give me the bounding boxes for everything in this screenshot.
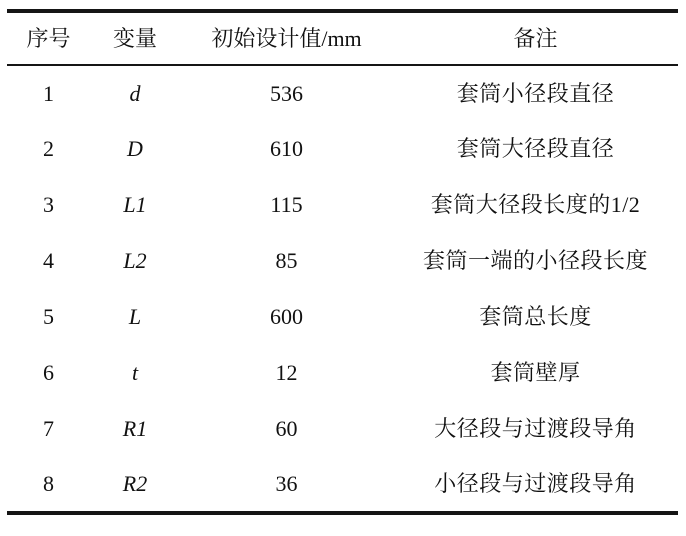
table-row — [7, 233, 678, 289]
cell-remark: 套筒壁厚 — [490, 360, 581, 385]
cell-remark: 大径段与过渡段导角 — [434, 416, 637, 441]
cell-value: 60 — [275, 416, 298, 441]
cell-remark: 套筒大径段直径 — [456, 136, 615, 161]
cell-variable: R1 — [122, 416, 148, 441]
cell-no: 6 — [43, 360, 54, 385]
cell-no: 7 — [43, 416, 54, 441]
header-cell-remark: 备注 — [513, 25, 558, 51]
cell-variable: t — [131, 360, 139, 385]
cell-value: 36 — [275, 471, 298, 496]
cell-value: 610 — [270, 136, 303, 161]
cell-no: 3 — [43, 192, 54, 217]
table-row — [7, 289, 678, 345]
table-row — [7, 457, 678, 513]
cell-value: 600 — [270, 304, 303, 329]
design-parameters-table-container — [7, 9, 678, 515]
table-header — [7, 11, 678, 65]
cell-value: 85 — [275, 248, 298, 273]
cell-variable: L1 — [123, 192, 147, 217]
cell-variable: D — [127, 136, 143, 161]
header-cell-value: 初始设计值/mm — [211, 25, 362, 51]
table-row — [7, 345, 678, 401]
cell-variable: L — [128, 304, 142, 329]
cell-remark: 小径段与过渡段导角 — [434, 471, 637, 496]
cell-variable: R2 — [122, 471, 148, 496]
table-body — [7, 65, 678, 513]
table-row — [7, 401, 678, 457]
table-row — [7, 177, 678, 233]
cell-no: 5 — [43, 304, 54, 329]
cell-no: 1 — [43, 80, 54, 106]
cell-value: 536 — [270, 80, 303, 106]
design-parameters-table — [7, 9, 678, 515]
header-row — [7, 11, 678, 65]
cell-variable: L2 — [123, 248, 147, 273]
cell-remark: 套筒总长度 — [479, 304, 592, 329]
header-cell-var: 变量 — [112, 25, 157, 51]
cell-remark: 套筒一端的小径段长度 — [422, 248, 648, 273]
cell-value: 12 — [275, 360, 298, 385]
cell-value: 115 — [270, 192, 303, 217]
cell-variable: d — [129, 80, 141, 106]
header-cell-no: 序号 — [26, 25, 71, 51]
cell-no: 4 — [43, 248, 54, 273]
cell-remark: 套筒大径段长度的1/2 — [430, 192, 641, 217]
table-row — [7, 121, 678, 177]
cell-no: 8 — [43, 471, 54, 496]
cell-no: 2 — [43, 136, 54, 161]
table-row — [7, 65, 678, 121]
cell-remark: 套筒小径段直径 — [456, 80, 615, 106]
